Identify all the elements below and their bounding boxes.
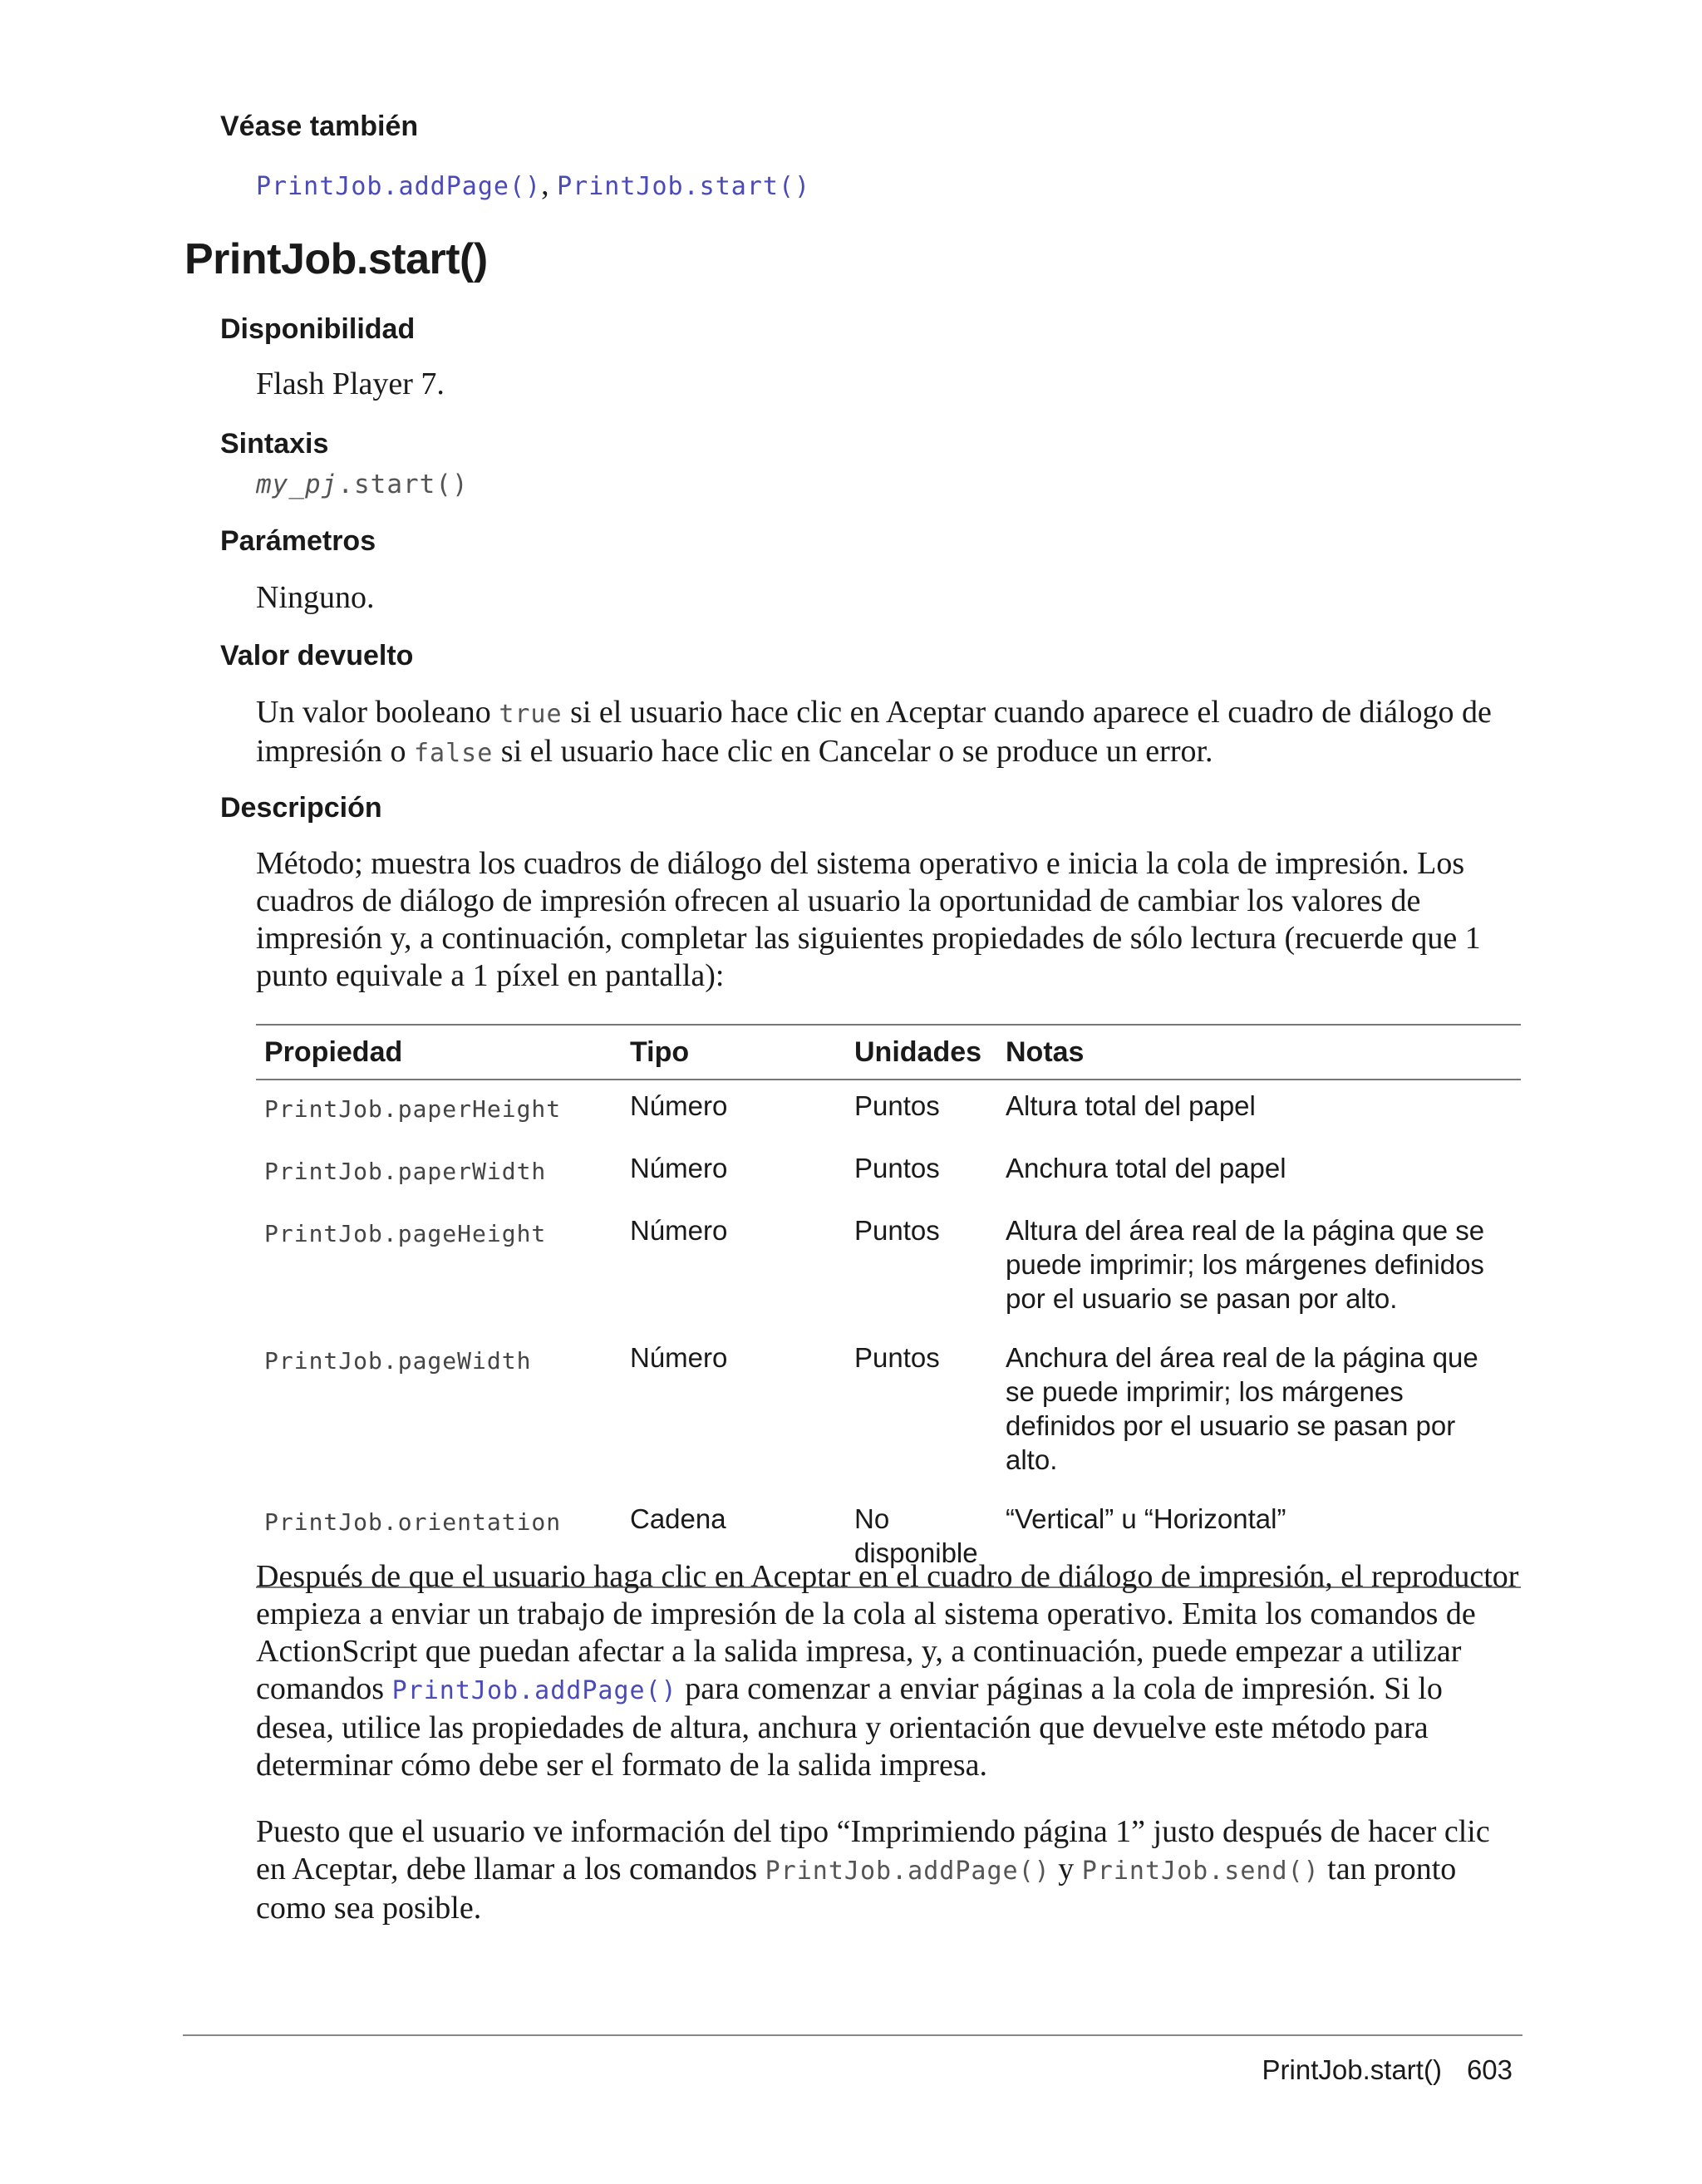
cell-notes: Anchura total del papel: [1006, 1153, 1286, 1183]
table-row: [256, 1080, 1521, 1143]
syntax-code: [256, 470, 469, 499]
table-row: [256, 1143, 1521, 1205]
returns-text-part2: si el usuario hace clic en Aceptar cuando aparece el cuadro de diálogo de impresión o: [256, 695, 1492, 769]
table-row: [256, 1205, 1521, 1332]
parameters-heading: Parámetros: [220, 525, 376, 557]
see-also-separator: ,: [541, 167, 558, 202]
cell-property: PrintJob.paperHeight: [264, 1095, 562, 1123]
code-true: true: [499, 700, 563, 729]
see-also-link-addpage[interactable]: PrintJob.addPage(): [256, 172, 542, 201]
returns-text-part1: Un valor booleano: [256, 695, 499, 730]
page-footer: [1262, 2054, 1513, 2086]
header-propiedad: Propiedad: [256, 1025, 622, 1080]
properties-table: [256, 1024, 1521, 1588]
availability-heading: Disponibilidad: [220, 313, 416, 345]
para3-text-mid: y: [1050, 1852, 1082, 1886]
cell-notes: Altura del área real de la página que se puede imprimir; los márgenes definidos por el usuario se pasan por alto.: [1006, 1215, 1485, 1314]
cell-property: PrintJob.orientation: [256, 1493, 622, 1587]
returns-text-part3: si el usuario hace clic en Cancelar o se produce un error.: [493, 734, 1213, 769]
table-row: [256, 1332, 1521, 1493]
cell-type: Número: [630, 1090, 728, 1121]
footer-title: PrintJob.start(): [1262, 2054, 1442, 2085]
see-also-link-start[interactable]: PrintJob.start(): [557, 172, 811, 201]
cell-notes: Altura total del papel: [1006, 1090, 1256, 1121]
cell-units: No disponible: [846, 1493, 997, 1587]
cell-units: Puntos: [854, 1153, 940, 1183]
table-header-row: [256, 1025, 1521, 1080]
cell-type: Número: [630, 1153, 728, 1183]
description-heading: Descripción: [220, 792, 382, 824]
syntax-object: my_pj: [256, 470, 338, 499]
code-addpage: PrintJob.addPage(): [765, 1857, 1050, 1886]
page-number: 603: [1466, 2054, 1513, 2085]
returns-heading: Valor devuelto: [220, 640, 414, 671]
para2-text-part2: para comenzar a enviar páginas a la cola de impresión. Si lo desea, utilice las propiedades de altura, anchura y orientación que devuelve este método para determinar cómo debe ser el formato de la salida impresa.: [256, 1671, 1443, 1783]
code-false: false: [413, 739, 494, 768]
see-also-links: [256, 166, 1519, 205]
cell-notes: “Vertical” u “Horizontal”: [997, 1493, 1521, 1587]
cell-property: PrintJob.pageHeight: [264, 1220, 547, 1247]
see-also-heading: Véase también: [220, 111, 419, 142]
header-unidades: Unidades: [846, 1025, 997, 1080]
cell-units: Puntos: [854, 1342, 940, 1373]
cell-notes: Anchura del área real de la página que se puede imprimir; los márgenes definidos por el usuario se pasan por alto.: [1006, 1342, 1478, 1475]
footer-divider: [183, 2034, 1522, 2036]
para3-text-part1: Puesto que el usuario ve información del tipo “Imprimiendo página 1” justo después de hacer clic en Aceptar, debe llamar a los comandos: [256, 1814, 1490, 1886]
cell-type: Cadena: [622, 1493, 846, 1587]
cell-type: Número: [630, 1342, 728, 1373]
returns-text: [256, 694, 1519, 772]
cell-type: Número: [630, 1215, 728, 1246]
para2-text-part1: Después de que el usuario haga clic en Aceptar en el cuadro de diálogo de impresión, el reproductor empieza a enviar un trabajo de impresión de la cola al sistema operativo. Emita los comandos de ActionScript que puedan afectar a la salida impresa, y, a continuación, puede empezar a utilizar comandos: [256, 1559, 1519, 1706]
cell-units: Puntos: [854, 1090, 940, 1121]
syntax-heading: Sintaxis: [220, 428, 329, 460]
header-tipo: Tipo: [622, 1025, 846, 1080]
description-paragraph-2: [256, 1558, 1519, 1784]
cell-property: PrintJob.paperWidth: [264, 1158, 547, 1185]
cell-units: Puntos: [854, 1215, 940, 1246]
addpage-link[interactable]: PrintJob.addPage(): [391, 1676, 677, 1705]
page-title: PrintJob.start(): [184, 235, 488, 283]
availability-text: Flash Player 7.: [256, 366, 445, 401]
syntax-method: .start(): [337, 470, 469, 499]
para3-text-part2: tan pronto como sea posible.: [256, 1852, 1457, 1926]
header-notas: Notas: [997, 1025, 1521, 1080]
cell-property: PrintJob.pageWidth: [264, 1347, 532, 1375]
parameters-text: Ninguno.: [256, 580, 375, 615]
description-intro: Método; muestra los cuadros de diálogo del sistema operativo e inicia la cola de impresión. Los cuadros de diálogo de impresión ofrecen al usuario la oportunidad de cambiar los valores de impresión y, a continuación, completar las siguientes propiedades de sólo lectura (recuerde que 1 punto equivale a 1 píxel en pantalla):: [256, 846, 1481, 993]
code-send: PrintJob.send(): [1081, 1857, 1320, 1886]
description-paragraph-3: [256, 1813, 1519, 1927]
